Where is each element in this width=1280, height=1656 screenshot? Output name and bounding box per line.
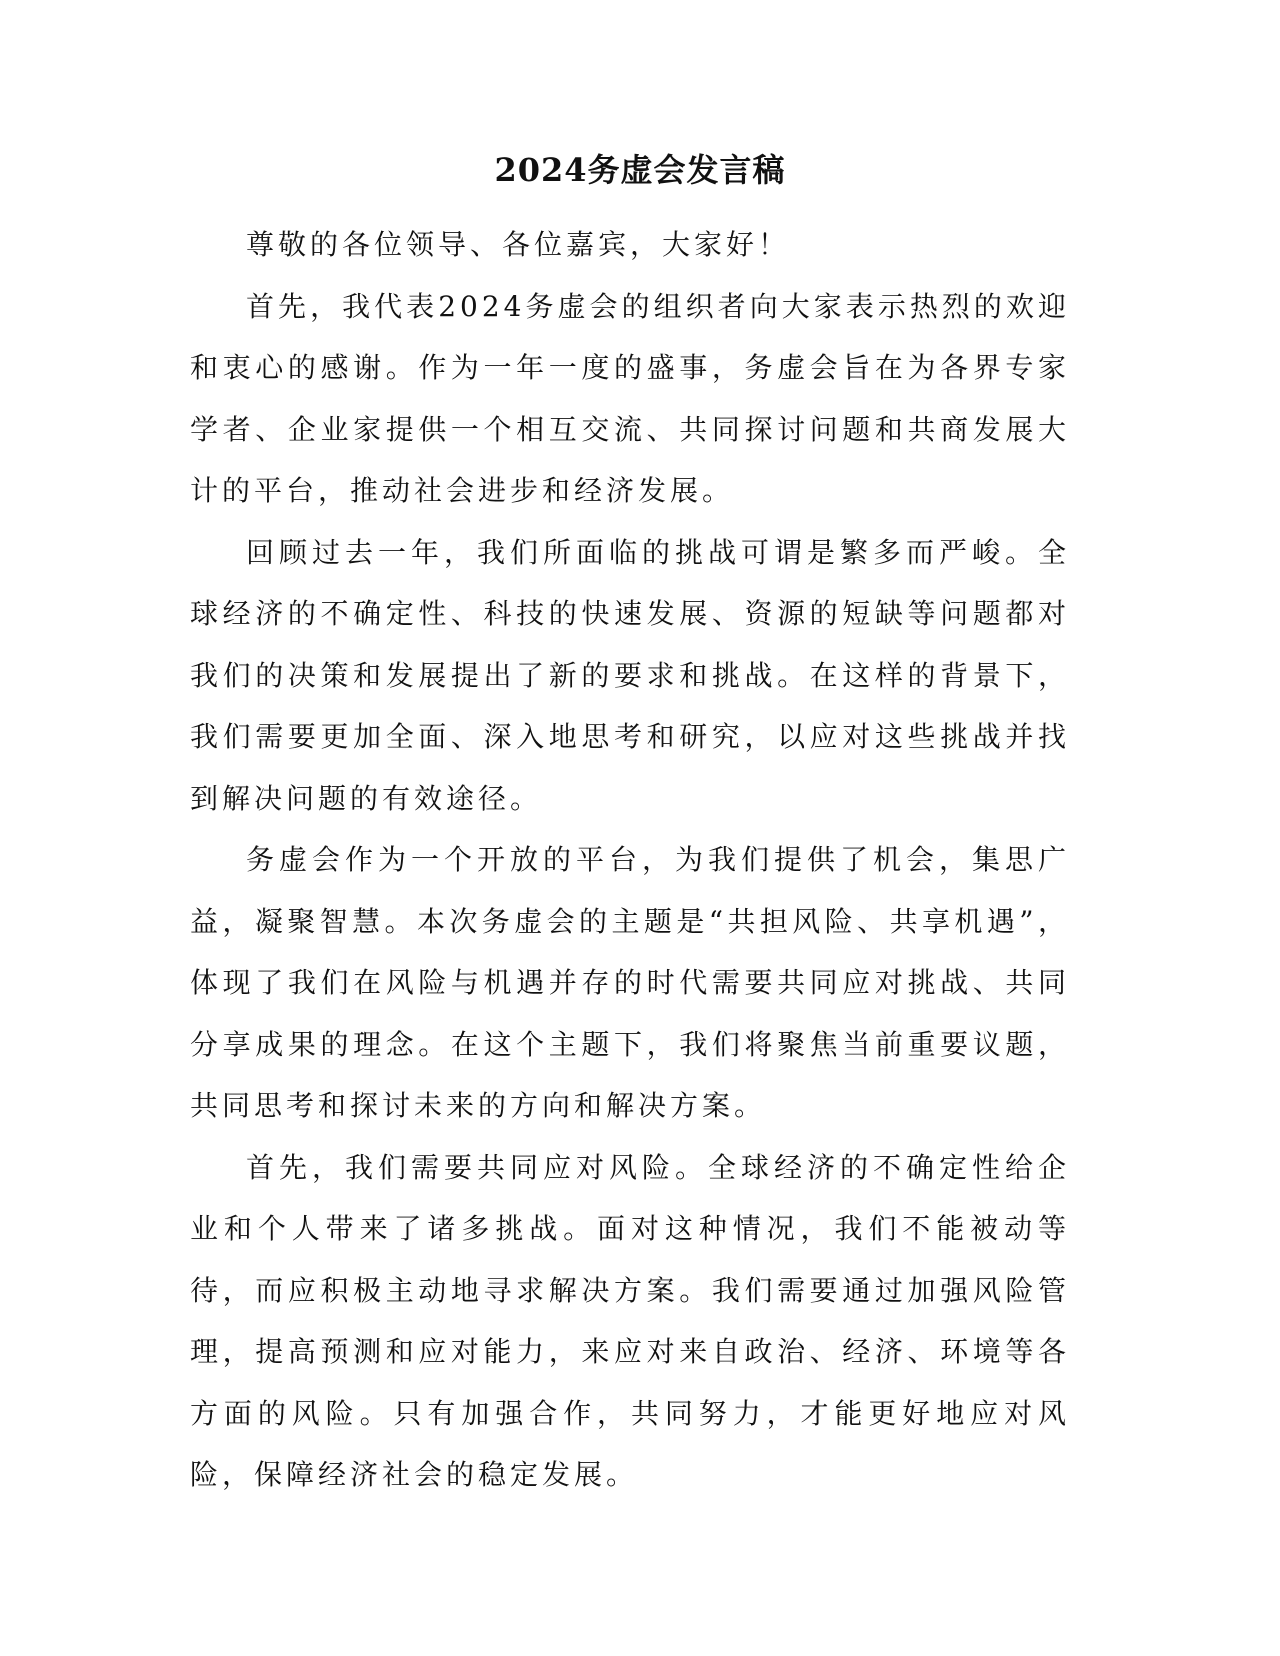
document-title: 2024务虚会发言稿 (494, 151, 786, 189)
document-body (190, 214, 1070, 1506)
paragraph-greeting: 尊敬的各位领导、各位嘉宾，大家好！ (246, 228, 791, 261)
paragraph-risk: 首先，我们需要共同应对风险。全球经济的不确定性给企业和个人带来了诸多挑战。面对这种情况，我们不能被动等待，而应积极主动地寻求解决方案。我们需要通过加强风险管理，提高预测和应对能力，来应对来自政治、经济、环境等各方面的风险。只有加强合作，共同努力，才能更好地应对风险，保障经济社会的稳定发展。 (190, 1150, 1070, 1491)
paragraph-theme: 务虚会作为一个开放的平台，为我们提供了机会，集思广益，凝聚智慧。本次务虚会的主题是“共担风险、共享机遇”，体现了我们在风险与机遇并存的时代需要共同应对挑战、共同分享成果的理念。在这个主题下，我们将聚焦当前重要议题，共同思考和探讨未来的方向和解决方案。 (190, 843, 1070, 1122)
paragraph-welcome: 首先，我代表2024务虚会的组织者向大家表示热烈的欢迎和衷心的感谢。作为一年一度的盛事，务虚会旨在为各界专家学者、企业家提供一个相互交流、共同探讨问题和共商发展大计的平台，推动社会进步和经济发展。 (190, 289, 1070, 507)
paragraph-review: 回顾过去一年，我们所面临的挑战可谓是繁多而严峻。全球经济的不确定性、科技的快速发展、资源的短缺等问题都对我们的决策和发展提出了新的要求和挑战。在这样的背景下，我们需要更加全面、深入地思考和研究，以应对这些挑战并找到解决问题的有效途径。 (190, 535, 1070, 815)
